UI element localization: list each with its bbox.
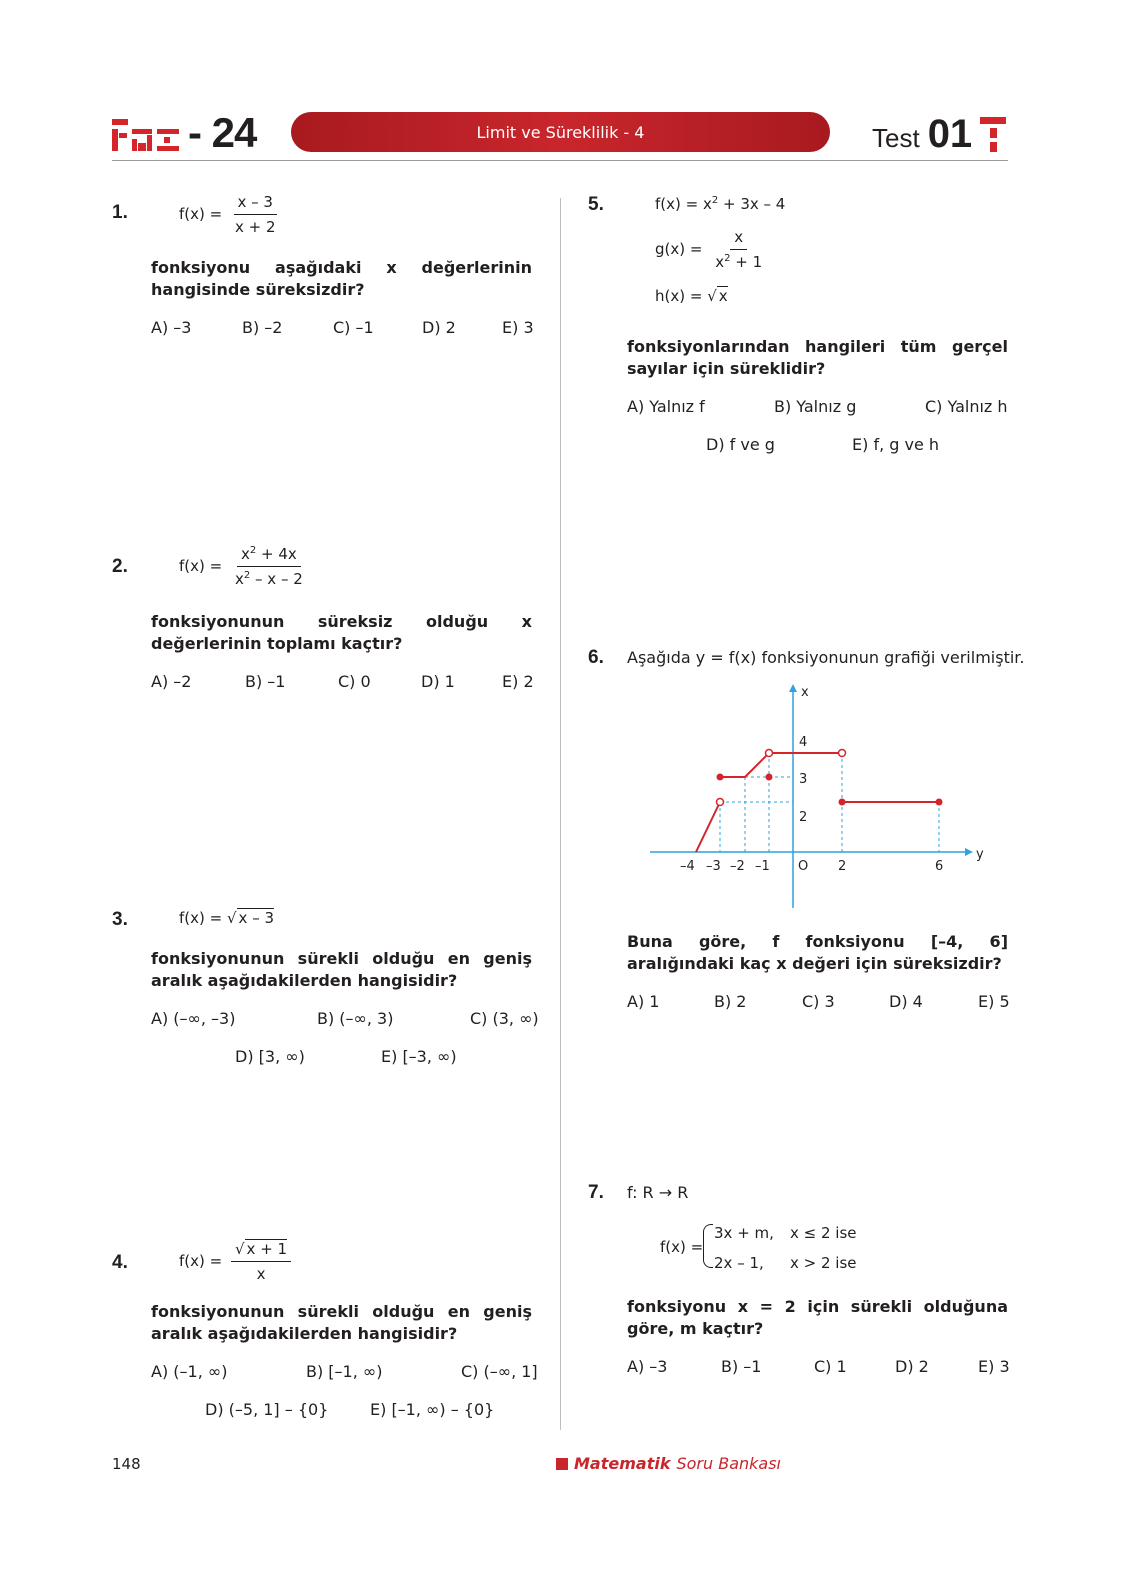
question-7-stem: fonksiyonu x = 2 için sürekli olduğuna göre, m kaçtır?	[627, 1297, 1008, 1338]
question-1-option-c[interactable]: C) –1	[333, 318, 374, 337]
question-7-lhs: f(x) =	[660, 1238, 704, 1256]
formula-lhs: f(x) =	[179, 557, 223, 575]
vertical-axis-label: x	[801, 685, 809, 700]
question-6-option-e[interactable]: E) 5	[978, 992, 1010, 1011]
filled-point	[717, 774, 724, 781]
x-tick-label: –2	[730, 859, 745, 874]
question-5-number: 5.	[588, 194, 604, 215]
horizontal-axis-label: y	[976, 847, 984, 862]
exponent: 2	[711, 195, 719, 206]
header-divider	[112, 160, 1008, 161]
question-4-option-a[interactable]: A) (–1, ∞)	[151, 1362, 228, 1381]
denominator	[711, 250, 766, 271]
formula-lhs: f(x) =	[179, 205, 223, 223]
axes	[650, 692, 965, 908]
question-5-stem: fonksiyonlarından hangileri tüm gerçel sayılar için süreklidir?	[627, 337, 1008, 378]
question-3-option-e[interactable]: E) [–3, ∞)	[381, 1047, 457, 1066]
brand-number: - 24	[188, 109, 257, 156]
term: + 3x – 4	[723, 195, 786, 213]
origin-label: O	[798, 859, 809, 874]
case-1-condition: x ≤ 2 ise	[790, 1224, 857, 1242]
question-5-option-e[interactable]: E) f, g ve h	[852, 435, 940, 454]
question-3-option-d[interactable]: D) [3, ∞)	[235, 1047, 305, 1066]
exponent: 2	[249, 545, 257, 556]
case-1-expression: 3x + m,	[714, 1224, 774, 1242]
question-6-option-c[interactable]: C) 3	[802, 992, 835, 1011]
question-4-stem: fonksiyonunun sürekli olduğu en geniş aralık aşağıdakilerden hangisidir?	[151, 1302, 532, 1343]
y-tick-label: 3	[799, 772, 808, 787]
t-logo-icon	[980, 115, 1006, 155]
numerator	[237, 545, 301, 567]
radicand: x + 1	[246, 1240, 288, 1258]
footer-subject: Matematik	[574, 1454, 671, 1473]
question-1-number: 1.	[112, 202, 128, 223]
filled-point	[936, 799, 943, 806]
question-2-option-c[interactable]: C) 0	[338, 672, 371, 691]
footer-brand	[556, 1454, 781, 1473]
question-7-mapping: f: R → R	[627, 1183, 689, 1202]
horizontal-arrow-icon	[965, 848, 973, 856]
x-tick-label: –1	[755, 859, 770, 874]
question-6-option-b[interactable]: B) 2	[714, 992, 747, 1011]
question-7-option-a[interactable]: A) –3	[627, 1357, 668, 1376]
question-5-option-b[interactable]: B) Yalnız g	[774, 397, 857, 416]
question-5-g-formula	[655, 228, 766, 271]
fraction	[231, 545, 307, 588]
question-2-stem: fonksiyonunun süreksiz olduğu x değerlerinin toplamı kaçtır?	[151, 612, 532, 653]
question-4-option-d[interactable]: D) (–5, 1] – {0}	[205, 1400, 329, 1419]
formula-lhs: g(x) =	[655, 240, 703, 258]
term: f(x) = x	[655, 195, 712, 213]
term: + 1	[735, 253, 763, 271]
question-2-number: 2.	[112, 556, 128, 577]
formula-lhs: f(x) =	[179, 909, 223, 927]
radicand: x – 3	[238, 909, 275, 927]
fraction	[231, 193, 280, 236]
fraction	[711, 228, 766, 271]
question-6-intro: Aşağıda y = f(x) fonksiyonunun grafiği verilmiştir.	[627, 648, 1025, 667]
x-tick-label: –3	[706, 859, 721, 874]
term: – x – 2	[255, 570, 303, 588]
open-point	[766, 750, 773, 757]
denominator: x + 2	[234, 218, 276, 236]
fraction	[231, 1240, 291, 1283]
filled-point	[839, 799, 846, 806]
term: x	[715, 253, 725, 271]
faz-logo-icon	[112, 113, 182, 153]
x-tick-label: –4	[680, 859, 695, 874]
question-3-formula	[179, 909, 274, 927]
test-number: 01	[927, 112, 973, 156]
question-6-option-a[interactable]: A) 1	[627, 992, 660, 1011]
y-tick-label: 2	[799, 810, 808, 825]
numerator: x – 3	[234, 193, 277, 215]
question-2-option-e[interactable]: E) 2	[502, 672, 534, 691]
question-3-option-c[interactable]: C) (3, ∞)	[470, 1009, 539, 1028]
numerator	[231, 1240, 291, 1262]
question-4-option-b[interactable]: B) [–1, ∞)	[306, 1362, 383, 1381]
sqrt-sign: √	[226, 909, 237, 927]
brand-logo	[112, 110, 256, 156]
question-1-option-a[interactable]: A) –3	[151, 318, 192, 337]
column-divider	[560, 198, 561, 1430]
question-2-option-b[interactable]: B) –1	[245, 672, 286, 691]
question-5-f-formula	[655, 195, 785, 213]
test-label	[872, 112, 1006, 158]
question-1-formula	[179, 193, 280, 236]
case-2-condition: x > 2 ise	[790, 1254, 857, 1272]
x-tick-label: 6	[935, 859, 944, 874]
radicand: x	[718, 287, 728, 305]
question-6-option-d[interactable]: D) 4	[889, 992, 923, 1011]
question-5-option-a[interactable]: A) Yalnız f	[627, 397, 705, 416]
y-tick-label: 4	[799, 735, 808, 750]
denominator: x	[256, 1265, 266, 1283]
question-3-option-a[interactable]: A) (–∞, –3)	[151, 1009, 236, 1028]
question-6-stem: Buna göre, f fonksiyonu [–4, 6] aralığındaki kaç x değeri için süreksizdir?	[627, 932, 1008, 973]
page-title: Limit ve Süreklilik - 4	[291, 112, 830, 152]
open-point	[717, 799, 724, 806]
question-5-h-formula	[655, 287, 728, 305]
case-2-expression: 2x – 1,	[714, 1254, 764, 1272]
question-1-stem: fonksiyonu aşağıdaki x değerlerinin hangisinde süreksizdir?	[151, 258, 532, 299]
term: x	[234, 570, 244, 588]
question-3-stem: fonksiyonunun sürekli olduğu en geniş aralık aşağıdakilerden hangisidir?	[151, 949, 532, 990]
question-4-formula	[179, 1240, 291, 1283]
question-3-option-b[interactable]: B) (–∞, 3)	[317, 1009, 394, 1028]
question-7-option-e[interactable]: E) 3	[978, 1357, 1010, 1376]
square-icon	[556, 1458, 568, 1470]
question-3-number: 3.	[112, 909, 128, 930]
brace-icon	[703, 1224, 713, 1268]
denominator	[231, 567, 307, 588]
sqrt-sign: √	[707, 287, 717, 305]
term: x	[240, 545, 250, 563]
question-4-option-e[interactable]: E) [–1, ∞) – {0}	[370, 1400, 495, 1419]
open-point	[839, 750, 846, 757]
term: + 4x	[261, 545, 297, 563]
exponent: 2	[243, 570, 251, 581]
footer-book: Soru Bankası	[676, 1454, 781, 1473]
question-5-option-c[interactable]: C) Yalnız h	[925, 397, 1008, 416]
question-4-number: 4.	[112, 1252, 128, 1273]
question-7-option-d[interactable]: D) 2	[895, 1357, 929, 1376]
x-tick-label: 2	[838, 859, 847, 874]
question-7-option-c[interactable]: C) 1	[814, 1357, 847, 1376]
exponent: 2	[724, 253, 731, 264]
formula-lhs: h(x) =	[655, 287, 703, 305]
question-4-option-c[interactable]: C) (–∞, 1]	[461, 1362, 538, 1381]
test-word: Test	[872, 123, 920, 153]
numerator: x	[730, 228, 747, 250]
question-2-formula	[179, 545, 307, 588]
question-5-option-d[interactable]: D) f ve g	[706, 435, 775, 454]
question-7-option-b[interactable]: B) –1	[721, 1357, 762, 1376]
question-7-number: 7.	[588, 1182, 604, 1203]
formula-lhs: f(x) =	[179, 1252, 223, 1270]
question-2-option-d[interactable]: D) 1	[421, 672, 455, 691]
question-1-option-e[interactable]: E) 3	[502, 318, 534, 337]
page-number: 148	[112, 1455, 141, 1473]
question-6-number: 6.	[588, 647, 604, 668]
question-2-option-a[interactable]: A) –2	[151, 672, 192, 691]
question-6-graph	[640, 680, 1000, 920]
filled-point	[766, 774, 773, 781]
vertical-arrow-icon	[789, 684, 797, 692]
sqrt-sign: √	[234, 1240, 245, 1258]
question-1-option-d[interactable]: D) 2	[422, 318, 456, 337]
question-1-option-b[interactable]: B) –2	[242, 318, 283, 337]
